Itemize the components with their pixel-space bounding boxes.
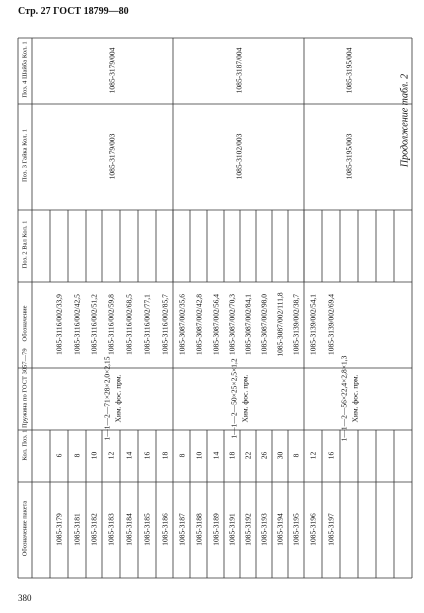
shaft-cell: 1085-3087/002/70,3 bbox=[227, 293, 237, 356]
qty-cell: 10 bbox=[194, 451, 203, 460]
spring-spec: 1—1—2—50×25×2,5×1,2 bbox=[229, 358, 238, 439]
package-cell: 1085-3185 bbox=[142, 513, 152, 546]
spring-spec: 1—1—2—71×28×2,0×2,15 bbox=[102, 356, 111, 441]
qty-cell: 6 bbox=[54, 453, 64, 458]
spring-coating: Хим. фос. прм. bbox=[113, 374, 122, 423]
qty-cell: 18 bbox=[227, 451, 237, 460]
header-shaft-designation: Обозначение bbox=[21, 305, 29, 342]
shaft-cell: 1085-3087/002/42,8 bbox=[194, 293, 203, 356]
qty-cell: 30 bbox=[275, 451, 285, 460]
package-cell: 1085-3188 bbox=[194, 513, 203, 546]
header-pos1: Поз. 1 Пружина по ГОСТ 3057—79 bbox=[21, 348, 29, 447]
package-cell: 1085-3196 bbox=[308, 513, 318, 546]
package-cell: 1085-3189 bbox=[211, 513, 220, 546]
package-cell: 1085-3193 bbox=[259, 513, 269, 546]
qty-cell: 10 bbox=[89, 451, 99, 460]
shaft-cell: 1085-3087/002/56,4 bbox=[211, 293, 220, 356]
package-cell: 1085-3187 bbox=[177, 513, 186, 546]
package-cell: 1085-3181 bbox=[72, 513, 82, 546]
package-cell: 1085-3192 bbox=[243, 513, 253, 546]
qty-cell: 18 bbox=[160, 451, 169, 460]
package-cell: 1085-3179 bbox=[54, 513, 64, 546]
shaft-cell: 1085-3116/002/59,8 bbox=[106, 294, 116, 355]
spring-coating: Хим. фос. прм. bbox=[240, 374, 249, 423]
shaft-cell: 1085-3116/002/85,7 bbox=[160, 294, 169, 355]
shaft-cell: 1085-3116/002/51,2 bbox=[89, 294, 99, 355]
washer-cell: 1085-3195/004 bbox=[344, 47, 354, 94]
package-cell: 1085-3182 bbox=[89, 513, 99, 546]
header-pos2: Поз. 2 Вал Кол. 1 bbox=[21, 220, 29, 269]
nut-cell: 1085-3102/003 bbox=[234, 133, 243, 180]
package-cell: 1085-3183 bbox=[106, 513, 116, 546]
continuation-label: Продолжение табл. 2 bbox=[399, 73, 411, 168]
shaft-cell: 1085-3116/002/77,1 bbox=[142, 294, 152, 355]
shaft-cell: 1085-3116/002/42,5 bbox=[72, 294, 82, 355]
qty-cell: 8 bbox=[72, 453, 82, 458]
qty-cell: 14 bbox=[124, 451, 134, 460]
washer-cell: 1085-3179/004 bbox=[107, 47, 116, 94]
qty-cell: 22 bbox=[243, 451, 253, 460]
package-cell: 1085-3184 bbox=[124, 513, 134, 546]
page-header: Стр. 27 ГОСТ 18799—80 bbox=[18, 6, 129, 17]
shaft-cell: 1085-3087/002/98,0 bbox=[259, 293, 269, 356]
qty-cell: 16 bbox=[326, 451, 336, 460]
package-cell: 1085-3186 bbox=[160, 513, 169, 546]
package-cell: 1085-3195 bbox=[291, 513, 301, 546]
washer-cell: 1085-3187/004 bbox=[234, 47, 243, 94]
header-pos3: Поз. 3 Гайка Кол. 1 bbox=[21, 128, 29, 183]
shaft-cell: 1085-3139/002/54,1 bbox=[308, 293, 318, 356]
package-cell: 1085-3197 bbox=[326, 513, 336, 546]
qty-cell: 12 bbox=[106, 451, 116, 460]
header-pos4: Поз. 4 Шайба Кол. 1 bbox=[21, 41, 29, 98]
qty-cell: 16 bbox=[142, 451, 152, 460]
nut-cell: 1085-3179/003 bbox=[107, 133, 116, 180]
qty-cell: 14 bbox=[211, 451, 220, 460]
qty-cell: 26 bbox=[259, 451, 269, 460]
qty-cell: 8 bbox=[177, 453, 186, 458]
package-cell: 1085-3191 bbox=[227, 513, 237, 546]
shaft-cell: 1085-3087/002/84,1 bbox=[243, 293, 253, 356]
page-number: 380 bbox=[18, 593, 32, 603]
nut-cell: 1085-3195/003 bbox=[344, 133, 354, 180]
header-qty: Кол. bbox=[21, 448, 29, 461]
package-cell: 1085-3194 bbox=[275, 513, 285, 546]
shaft-cell: 1085-3087/002/111,8 bbox=[275, 292, 285, 357]
qty-cell: 8 bbox=[291, 453, 301, 458]
shaft-cell: 1085-3087/002/35,6 bbox=[177, 293, 186, 356]
shaft-cell: 1085-3139/002/69,4 bbox=[326, 293, 336, 356]
shaft-cell: 1085-3116/002/68,5 bbox=[124, 294, 134, 355]
spring-coating: Хим. фос. прм. bbox=[350, 374, 360, 423]
shaft-cell: 1085-3139/002/38,7 bbox=[291, 293, 301, 356]
qty-cell: 12 bbox=[308, 451, 318, 460]
shaft-cell: 1085-3116/002/33,9 bbox=[54, 294, 64, 355]
spring-spec: 1—1—2—56×22,4×2,8×1,3 bbox=[339, 355, 349, 442]
header-package: Обозначение пакета bbox=[21, 500, 29, 557]
